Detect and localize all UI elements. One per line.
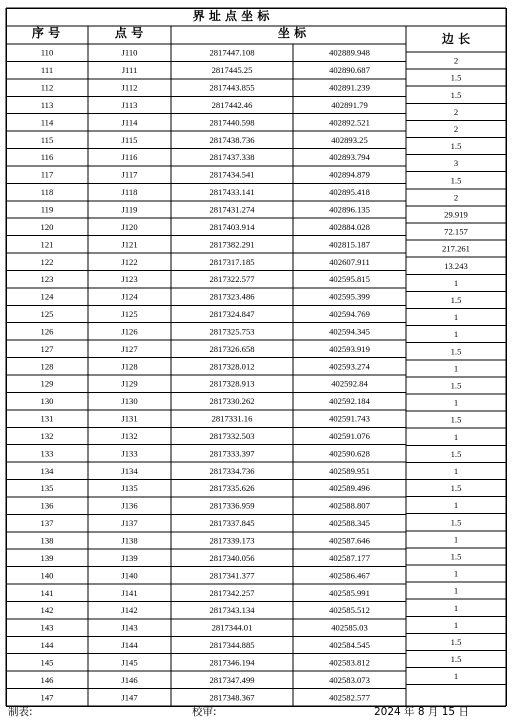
coord-y-cell: 402584.545 (329, 640, 370, 651)
edge-length-cell: 1 (453, 363, 459, 374)
table-row (41, 135, 368, 145)
point-cell: J132 (121, 430, 138, 441)
table-row (41, 170, 370, 180)
seq-cell: 124 (40, 291, 54, 302)
coord-x-cell: 2817343.134 (209, 605, 255, 616)
coord-x-cell: 2817403.914 (209, 221, 255, 232)
edge-length-cell: 1 (453, 602, 459, 613)
coord-y-cell: 402587.646 (329, 535, 370, 546)
coord-x-cell: 2817434.541 (209, 169, 255, 180)
point-cell: J124 (121, 291, 138, 302)
table-row (41, 692, 371, 702)
coord-x-cell: 2817341.377 (209, 570, 255, 581)
edge-length-cell: 1.5 (450, 294, 462, 305)
seq-cell: 114 (40, 117, 54, 128)
table-row (41, 588, 370, 598)
coord-x-cell: 2817334.736 (209, 465, 255, 476)
table-row (41, 83, 370, 93)
seq-cell: 143 (40, 622, 54, 633)
edge-length-cell: 1.5 (450, 72, 462, 83)
table-row (41, 536, 371, 546)
edge-length-cell: 2 (453, 192, 459, 203)
table-row (41, 657, 370, 667)
seq-cell: 110 (40, 47, 54, 58)
coord-y-cell: 402892.521 (329, 117, 370, 128)
coord-x-cell: 2817337.845 (209, 518, 255, 529)
coord-y-cell: 402585.03 (331, 622, 368, 633)
table-row (41, 518, 370, 528)
coord-x-cell: 2817328.913 (209, 378, 255, 389)
seq-cell: 132 (40, 430, 54, 441)
point-cell: J145 (121, 657, 138, 668)
coord-x-cell: 2817443.855 (209, 82, 255, 93)
coord-x-cell: 2817325.753 (209, 326, 255, 337)
coord-x-cell: 2817346.194 (209, 657, 255, 668)
point-cell: J122 (121, 256, 138, 267)
point-cell: J142 (121, 605, 138, 616)
edge-length-cell: 2 (453, 123, 459, 134)
coord-x-cell: 2817332.503 (209, 430, 255, 441)
seq-cell: 119 (40, 204, 54, 215)
seq-cell: 130 (40, 396, 54, 407)
edge-length-cell: 1.5 (450, 636, 462, 647)
seq-cell: 137 (40, 518, 54, 529)
point-cell: J144 (121, 640, 138, 651)
edge-length-cell: 1.5 (450, 414, 462, 425)
coord-x-cell: 2817336.959 (209, 500, 255, 511)
edge-length-cell: 1.5 (450, 517, 462, 528)
edge-length-cell: 1 (453, 329, 459, 340)
seq-cell: 118 (40, 187, 54, 198)
coord-y-cell: 402893.25 (331, 134, 368, 145)
seq-cell: 116 (40, 152, 54, 163)
edge-length-cell: 1.5 (450, 89, 462, 100)
seq-cell: 131 (40, 413, 54, 424)
seq-cell: 113 (40, 99, 54, 110)
coord-x-cell: 2817344.885 (209, 640, 255, 651)
coord-y-cell: 402585.991 (329, 587, 370, 598)
point-cell: J121 (121, 239, 138, 250)
coord-y-cell: 402893.794 (329, 152, 370, 163)
edge-length-cell: 1.5 (450, 141, 462, 152)
edge-length-cell: 2 (453, 106, 459, 117)
seq-cell: 136 (40, 500, 54, 511)
point-cell: J136 (121, 500, 138, 511)
edge-length-cell: 1.5 (450, 380, 462, 391)
point-cell: J112 (121, 82, 138, 93)
coord-y-cell: 402895.418 (329, 187, 370, 198)
seq-cell: 139 (40, 552, 54, 563)
coord-y-cell: 402890.687 (329, 65, 370, 76)
coord-y-cell: 402889.948 (329, 47, 370, 58)
table-row (41, 483, 371, 493)
seq-cell: 135 (40, 483, 54, 494)
table-row (41, 570, 371, 580)
coord-y-cell: 402589.496 (329, 483, 370, 494)
table-row (41, 274, 370, 284)
header-point: 点 号 (114, 26, 144, 40)
edge-length-cell: 1 (453, 312, 459, 323)
edge-length-cell: 1 (453, 277, 459, 288)
point-cell: J143 (121, 622, 138, 633)
coord-y-cell: 402592.184 (329, 396, 370, 407)
coord-x-cell: 2817328.012 (209, 361, 255, 372)
footer-date: 2024 年 8 月 15 日 (374, 706, 469, 718)
coord-y-cell: 402815.187 (329, 239, 370, 250)
coord-x-cell: 2817344.01 (211, 622, 253, 633)
edge-length-cell: 1 (453, 568, 459, 579)
coord-y-cell: 402583.073 (329, 674, 370, 685)
table-row (41, 292, 370, 302)
coord-y-cell: 402891.239 (329, 82, 370, 93)
coord-x-cell: 2817339.173 (209, 535, 255, 546)
table-row (41, 309, 370, 319)
point-cell: J125 (121, 309, 138, 320)
coord-y-cell: 402894.879 (329, 169, 370, 180)
edge-length-cell: 3 (453, 158, 459, 169)
edge-length-column (442, 56, 470, 682)
seq-cell: 146 (40, 674, 54, 685)
coord-y-cell: 402591.076 (329, 430, 370, 441)
table-row (41, 100, 368, 110)
coord-y-cell: 402593.919 (329, 343, 370, 354)
seq-cell: 142 (40, 605, 54, 616)
coord-y-cell: 402582.577 (329, 692, 370, 703)
seq-cell: 129 (40, 378, 54, 389)
seq-cell: 133 (40, 448, 54, 459)
coord-y-cell: 402595.399 (329, 291, 370, 302)
point-cell: J130 (121, 396, 138, 407)
coord-x-cell: 2817442.46 (211, 99, 253, 110)
table-row (41, 501, 371, 511)
coord-x-cell: 2817330.262 (209, 396, 255, 407)
seq-cell: 144 (40, 640, 54, 651)
table-row (41, 466, 370, 476)
seq-cell: 141 (40, 587, 54, 598)
seq-cell: 145 (40, 657, 54, 668)
coord-y-cell: 402588.345 (329, 518, 370, 529)
coord-y-cell: 402607.911 (329, 256, 370, 267)
point-cell: J129 (121, 378, 138, 389)
coord-y-cell: 402586.467 (329, 570, 370, 581)
edge-length-cell: 72.157 (444, 226, 468, 237)
table-row (41, 675, 370, 685)
table-row (41, 187, 370, 197)
coord-y-cell: 402588.807 (329, 500, 370, 511)
coord-x-cell: 2817333.397 (209, 448, 255, 459)
seq-cell: 121 (40, 239, 54, 250)
point-cell: J141 (121, 587, 138, 598)
point-cell: J147 (121, 692, 138, 703)
coord-x-cell: 2817445.25 (211, 65, 253, 76)
edge-length-cell: 1.5 (450, 448, 462, 459)
table-row (41, 65, 371, 75)
edge-length-cell: 29.919 (444, 209, 468, 220)
point-cell: J120 (121, 221, 138, 232)
table-row (41, 396, 371, 406)
edge-length-cell: 1.5 (450, 654, 462, 665)
table-row (41, 326, 370, 336)
edge-length-cell: 13.243 (444, 260, 468, 271)
edge-length-cell: 1.5 (450, 551, 462, 562)
coord-y-cell: 402595.815 (329, 274, 370, 285)
table-row (41, 117, 370, 127)
point-cell: J113 (121, 99, 138, 110)
point-cell: J115 (121, 134, 138, 145)
table-row (41, 239, 371, 249)
point-cell: J146 (121, 674, 138, 685)
edge-length-cell: 1 (453, 671, 459, 682)
table-title: 界 址 点 坐 标 (192, 9, 270, 23)
coord-x-cell: 2817348.367 (209, 692, 255, 703)
point-cell: J123 (121, 274, 138, 285)
table-row (41, 257, 370, 267)
seq-cell: 138 (40, 535, 54, 546)
edge-length-cell: 1 (453, 500, 459, 511)
point-cell: J127 (121, 343, 138, 354)
point-cell: J135 (121, 483, 138, 494)
table-row (41, 222, 370, 232)
coord-x-cell: 2817437.338 (209, 152, 255, 163)
coord-x-cell: 2817324.847 (209, 309, 255, 320)
table-row (41, 48, 370, 58)
point-cell: J118 (121, 187, 138, 198)
table-row (41, 448, 370, 458)
edge-length-cell: 2 (453, 55, 459, 66)
coord-y-cell: 402884.028 (329, 221, 370, 232)
table-row (41, 623, 368, 633)
coord-x-cell: 2817347.499 (209, 674, 255, 685)
seq-cell: 147 (40, 692, 54, 703)
seq-cell: 112 (40, 82, 54, 93)
coord-y-cell: 402593.274 (329, 361, 370, 372)
seq-cell: 128 (40, 361, 54, 372)
coord-y-cell: 402594.769 (329, 309, 370, 320)
coord-x-cell: 2817342.257 (209, 587, 255, 598)
coord-x-cell: 2817340.056 (209, 552, 255, 563)
footer-maker: 制表: (8, 706, 33, 718)
coord-y-cell: 402585.512 (329, 605, 370, 616)
edge-length-cell: 1 (453, 397, 459, 408)
point-cell: J116 (121, 152, 138, 163)
table-grid (6, 8, 506, 706)
coord-y-cell: 402591.743 (329, 413, 370, 424)
coord-y-cell: 402594.345 (329, 326, 370, 337)
coord-y-cell: 402896.135 (329, 204, 370, 215)
seq-cell: 134 (40, 465, 54, 476)
edge-length-cell: 1.5 (450, 346, 462, 357)
point-cell: J110 (121, 47, 138, 58)
point-cell: J119 (121, 204, 138, 215)
coord-x-cell: 2817433.141 (209, 187, 255, 198)
edge-length-cell: 1 (453, 431, 459, 442)
table-row (41, 379, 369, 389)
seq-cell: 120 (40, 221, 54, 232)
coord-y-cell: 402583.812 (329, 657, 370, 668)
coord-x-cell: 2817326.658 (209, 343, 255, 354)
point-cell: J134 (121, 465, 138, 476)
point-cell: J138 (121, 535, 138, 546)
point-cell: J133 (121, 448, 138, 459)
coord-x-cell: 2817431.274 (209, 204, 255, 215)
coord-x-cell: 2817447.108 (209, 47, 255, 58)
coord-x-cell: 2817382.291 (209, 239, 255, 250)
coord-x-cell: 2817317.185 (209, 256, 255, 267)
seq-cell: 140 (40, 570, 54, 581)
header-edge: 边 长 (441, 32, 471, 46)
coord-y-cell: 402587.177 (329, 552, 370, 563)
coord-y-cell: 402891.79 (331, 99, 368, 110)
point-cell: J111 (121, 65, 138, 76)
edge-length-cell: 1 (453, 585, 459, 596)
coord-y-cell: 402592.84 (331, 378, 368, 389)
header-coord: 坐 标 (277, 26, 307, 40)
edge-length-cell: 217.261 (442, 243, 470, 254)
edge-length-cell: 1 (453, 619, 459, 630)
seq-cell: 115 (40, 134, 54, 145)
edge-length-cell: 1.5 (450, 175, 462, 186)
edge-length-cell: 1.5 (450, 483, 462, 494)
table-row (41, 640, 370, 650)
coord-x-cell: 2817438.736 (209, 134, 255, 145)
point-cell: J139 (121, 552, 138, 563)
point-cell: J114 (121, 117, 138, 128)
seq-cell: 127 (40, 343, 54, 354)
seq-cell: 123 (40, 274, 54, 285)
point-cell: J137 (121, 518, 138, 529)
table-row (41, 553, 371, 563)
seq-cell: 122 (40, 256, 54, 267)
coord-x-cell: 2817440.598 (209, 117, 255, 128)
point-cell: J140 (121, 570, 138, 581)
table-row (41, 361, 371, 371)
table-row (41, 414, 370, 424)
table-row (41, 152, 371, 162)
coord-y-cell: 402590.628 (329, 448, 370, 459)
table-row (41, 431, 371, 441)
edge-length-cell: 1 (453, 534, 459, 545)
seq-cell: 117 (40, 169, 54, 180)
seq-cell: 111 (40, 65, 54, 76)
coord-y-cell: 402589.951 (329, 465, 370, 476)
point-cell: J117 (121, 169, 138, 180)
table-row (41, 205, 370, 215)
point-cell: J131 (121, 413, 138, 424)
point-cell: J128 (121, 361, 138, 372)
coord-x-cell: 2817335.626 (209, 483, 255, 494)
seq-cell: 125 (40, 309, 54, 320)
table-row (41, 605, 370, 615)
point-cell: J126 (121, 326, 138, 337)
header-seq: 序 号 (31, 26, 61, 40)
table-row (41, 344, 370, 354)
seq-cell: 126 (40, 326, 54, 337)
edge-length-cell: 1 (453, 465, 459, 476)
coord-x-cell: 2817323.486 (209, 291, 255, 302)
footer-checker: 校审: (192, 706, 217, 718)
coord-x-cell: 2817322.577 (209, 274, 255, 285)
coord-x-cell: 2817331.16 (211, 413, 253, 424)
